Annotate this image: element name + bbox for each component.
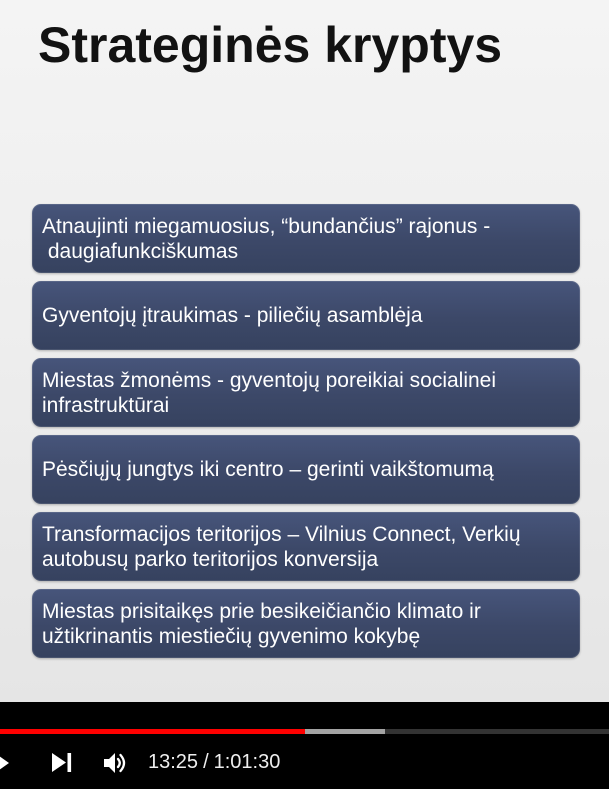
strategy-item [32,435,580,504]
next-icon [52,753,72,772]
strategy-item-text: Transformacijos teritorijos – Vilnius Connect, Verkių [42,522,521,546]
strategy-item-text: autobusų parko teritorijos konversija [42,547,379,571]
strategy-item-text: daugiafunkciškumas [42,239,239,263]
strategy-item [32,358,580,427]
player-controls [0,702,609,789]
strategy-item-text: Pėsčiųjų jungtys iki centro – gerinti vaikštomumą [42,458,494,481]
time-display [148,751,280,773]
play-icon [0,752,12,774]
strategy-item-text: Miestas prisitaikęs prie besikeičiančio klimato ir [42,599,481,623]
strategy-item-text: infrastruktūrai [42,393,170,417]
strategy-item-text: užtikrinantis miestiečių gyvenimo kokybę [42,624,421,648]
volume-icon [103,751,128,775]
strategy-item-text: Miestas žmonėms - gyventojų poreikiai socialinei [42,368,497,392]
strategy-item [32,281,580,350]
mute-button[interactable] [103,751,128,775]
strategy-list [32,204,580,666]
strategy-item-text: Gyventojų įtraukimas - piliečių asamblėja [42,304,423,327]
strategy-item-text: Atnaujinti miegamuosius, “bundančius” rajonus - [42,214,491,238]
progress-played [0,729,305,734]
current-time: 13:25 [148,751,199,773]
play-button[interactable] [0,752,12,774]
time-separator: / [203,751,209,773]
duration: 1:01:30 [213,751,281,773]
strategy-item [32,512,580,581]
next-button[interactable] [52,753,72,772]
strategy-item [32,589,580,658]
strategy-item [32,204,580,273]
slide-title: Strateginės kryptys [38,17,503,73]
progress-bar[interactable] [0,729,609,734]
